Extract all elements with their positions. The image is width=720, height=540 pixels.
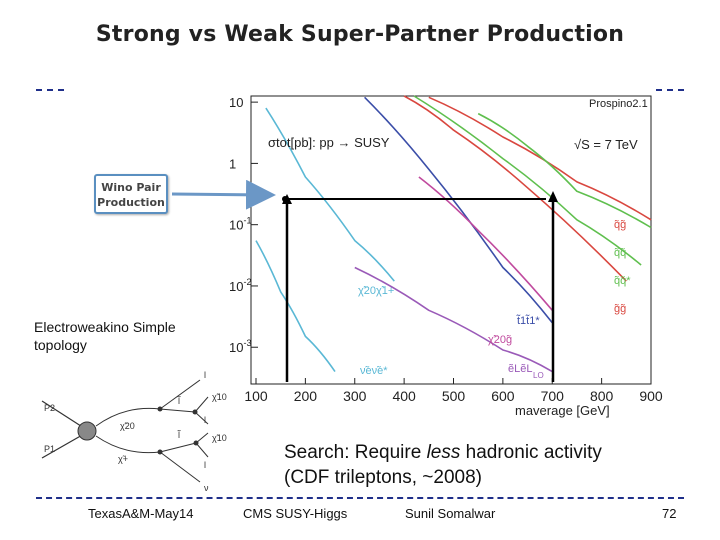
feynman-label-3: χ̃+	[118, 454, 128, 464]
search-line1	[284, 440, 602, 465]
feynman-label-8: l	[204, 415, 206, 425]
x-tick-label-2: 300	[343, 388, 367, 404]
feynman-label-6: χ̃10	[212, 392, 227, 402]
x-tick-label-5: 600	[491, 388, 515, 404]
ewk-line2: topology	[34, 337, 87, 353]
x-tick-label-6: 700	[540, 388, 564, 404]
footer-center: CMS SUSY-Higgs	[243, 506, 348, 521]
x-axis-label: maverage [GeV]	[515, 403, 610, 418]
electroweakino-text	[34, 318, 176, 354]
footer-author: Sunil Somalwar	[405, 506, 496, 521]
label-chi2chi1: χ̃20χ̃1+	[358, 285, 395, 297]
label-chi2g: χ̃20g̃	[488, 334, 513, 346]
label-qq: q̃q̃	[614, 247, 627, 259]
label-gg: g̃g̃	[614, 303, 627, 315]
wino-arrow	[172, 194, 270, 195]
label-lo: LO	[533, 371, 544, 380]
x-tick-label-0: 100	[244, 388, 268, 404]
bracket-dot	[282, 196, 288, 202]
feynman-label-4: l	[204, 370, 206, 380]
label-sneutrino: ν̃eν̃e*	[360, 365, 388, 377]
x-ticks	[244, 378, 663, 404]
feynman-label-0: P2	[44, 403, 56, 413]
wino-pair-box	[94, 174, 168, 214]
search-emphasis: less	[426, 442, 461, 463]
footer-left: TexasA&M-May14	[88, 506, 194, 521]
y-tick-label-2: $10^{-1}$	[229, 215, 252, 233]
series-line-1	[478, 114, 651, 228]
search-prefix: Search: Require	[284, 442, 427, 463]
x-tick-label-7: 800	[589, 388, 614, 404]
search-line2: (CDF trileptons, ~2008)	[284, 467, 482, 488]
y-ticks	[229, 95, 258, 355]
prospino-label: Prospino2.1	[589, 98, 648, 110]
feynman-label-11: ν	[204, 483, 209, 493]
sigma-label: σtot[pb]: pp → SUSY	[268, 135, 390, 150]
x-tick-label-8: 900	[639, 388, 663, 404]
series-line-2	[414, 96, 641, 265]
feynman-diagram	[42, 370, 227, 493]
slide-title: Strong vs Weak Super-Partner Production	[95, 22, 625, 47]
wino-box-line2: Production	[97, 196, 165, 209]
series-line-7	[256, 241, 335, 372]
label-slepton: ẽLẽL	[508, 363, 533, 375]
feynman-label-1: P1	[44, 444, 56, 454]
search-text	[284, 440, 602, 490]
bracket-right-arrowhead	[548, 191, 558, 202]
x-tick-label-4: 500	[441, 388, 466, 404]
feynman-label-7: l̃	[178, 430, 180, 440]
y-tick-label-1: 1	[229, 156, 237, 172]
feynman-label-2: χ̃20	[120, 421, 135, 431]
wino-box-line1: Wino Pair	[101, 181, 161, 194]
energy-label: √S = 7 TeV	[574, 137, 638, 152]
x-tick-label-1: 200	[293, 388, 318, 404]
feynman-label-10: l	[204, 460, 206, 470]
feynman-label-5: l̃	[178, 396, 180, 406]
y-tick-label-4: $10^{-3}$	[229, 338, 252, 356]
label-stop: t̃1t̃1*	[517, 315, 540, 327]
search-suffix: hadronic activity	[460, 442, 602, 463]
footer-page-number: 72	[662, 506, 677, 521]
y-tick-label-0: 10	[229, 95, 244, 111]
y-tick-label-3: $10^{-2}$	[229, 276, 252, 294]
label-qg: q̃g̃	[614, 219, 627, 231]
series-line-0	[429, 97, 651, 220]
x-tick-label-3: 400	[392, 388, 416, 404]
label-qqstar: q̃q̃*	[614, 275, 631, 287]
ewk-line1: Electroweakino Simple	[34, 319, 176, 335]
feynman-label-9: χ̃10	[212, 433, 227, 443]
